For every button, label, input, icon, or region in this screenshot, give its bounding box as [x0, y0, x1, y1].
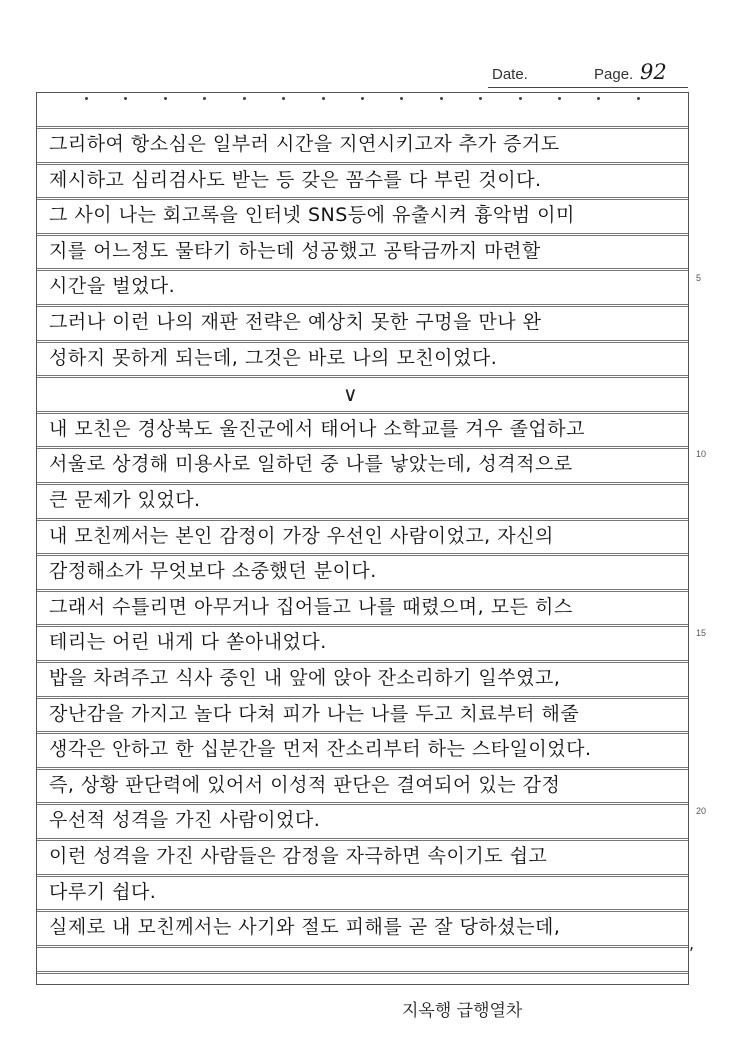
handwritten-line: 우선적 성격을 가진 사람이었다.	[49, 809, 321, 832]
handwritten-line: 밥을 차려주고 식사 중인 내 앞에 앉아 잔소리하기 일쑤였고,	[49, 667, 561, 689]
handwritten-line: 그 사이 나는 회고록을 인터넷 SNS등에 유출시켜 흉악범 이미	[49, 204, 575, 227]
line-number-5: 5	[696, 273, 702, 283]
handwritten-line: 실제로 내 모친께서는 사기와 절도 피해를 곧 잘 당하셨는데,	[49, 916, 561, 939]
page-number: 92	[640, 60, 667, 84]
ruled-line	[37, 945, 688, 948]
date-label: Date.	[492, 66, 528, 83]
notebook-sheet	[36, 92, 689, 985]
header-rule	[488, 87, 688, 88]
handwritten-line: 내 모친은 경상북도 울진군에서 태어나 소학교를 겨우 졸업하고	[49, 417, 585, 440]
handwritten-line: 그래서 수틀리면 아무거나 집어들고 나를 때렸으며, 모든 히스	[49, 595, 573, 618]
bottom-rule	[37, 971, 688, 974]
handwritten-line: 생각은 안하고 한 십분간을 먼저 잔소리부터 하는 스타일이었다.	[49, 738, 592, 761]
handwritten-line: 내 모친께서는 본인 감정이 가장 우선인 사람이었고, 자신의	[49, 524, 554, 547]
signature: 지옥행 급행열차	[402, 1001, 523, 1021]
handwritten-line: 이런 성격을 가진 사람들은 감정을 자극하면 속이기도 쉽고	[49, 845, 548, 867]
handwritten-line: 다루기 쉽다.	[49, 880, 157, 903]
handwritten-line: 그리하여 항소심은 일부러 시간을 지연시키고자 추가 증거도	[49, 133, 560, 155]
handwritten-line: 감정해소가 무엇보다 소중했던 분이다.	[49, 560, 377, 583]
page-label: Page.	[594, 66, 634, 83]
handwritten-line: 그러나 이런 나의 재판 전략은 예상치 못한 구멍을 만나 완	[49, 311, 542, 333]
line-number-20: 20	[696, 806, 707, 816]
handwritten-line: 테리는 어린 내게 다 쏟아내었다.	[49, 631, 327, 654]
line-number-15: 15	[696, 628, 707, 638]
handwritten-line: 성하지 못하게 되는데, 그것은 바로 나의 모친이었다.	[49, 346, 498, 369]
handwritten-line: 지를 어느정도 물타기 하는데 성공했고 공탁금까지 마련할	[49, 239, 541, 262]
trailing-comma-mark: ,	[689, 934, 695, 953]
handwritten-line: 즉, 상황 판단력에 있어서 이성적 판단은 결여되어 있는 감정	[49, 773, 561, 796]
handwritten-line: 제시하고 심리검사도 받는 등 갖은 꼼수를 다 부린 것이다.	[49, 168, 542, 191]
handwritten-line: 서울로 상경해 미용사로 일하던 중 나를 낳았는데, 성격적으로	[49, 453, 573, 476]
handwritten-line: 큰 문제가 있었다.	[49, 489, 201, 511]
handwritten-line: 시간을 벌었다.	[49, 275, 176, 298]
handwritten-line: 장난감을 가지고 놀다 다쳐 피가 나는 나를 두고 치료부터 해줄	[49, 702, 580, 725]
line-number-10: 10	[696, 449, 707, 459]
insertion-mark: ∨	[343, 382, 358, 406]
top-dot-row	[37, 97, 688, 103]
page-header	[488, 62, 688, 88]
ruled-line	[37, 375, 688, 378]
